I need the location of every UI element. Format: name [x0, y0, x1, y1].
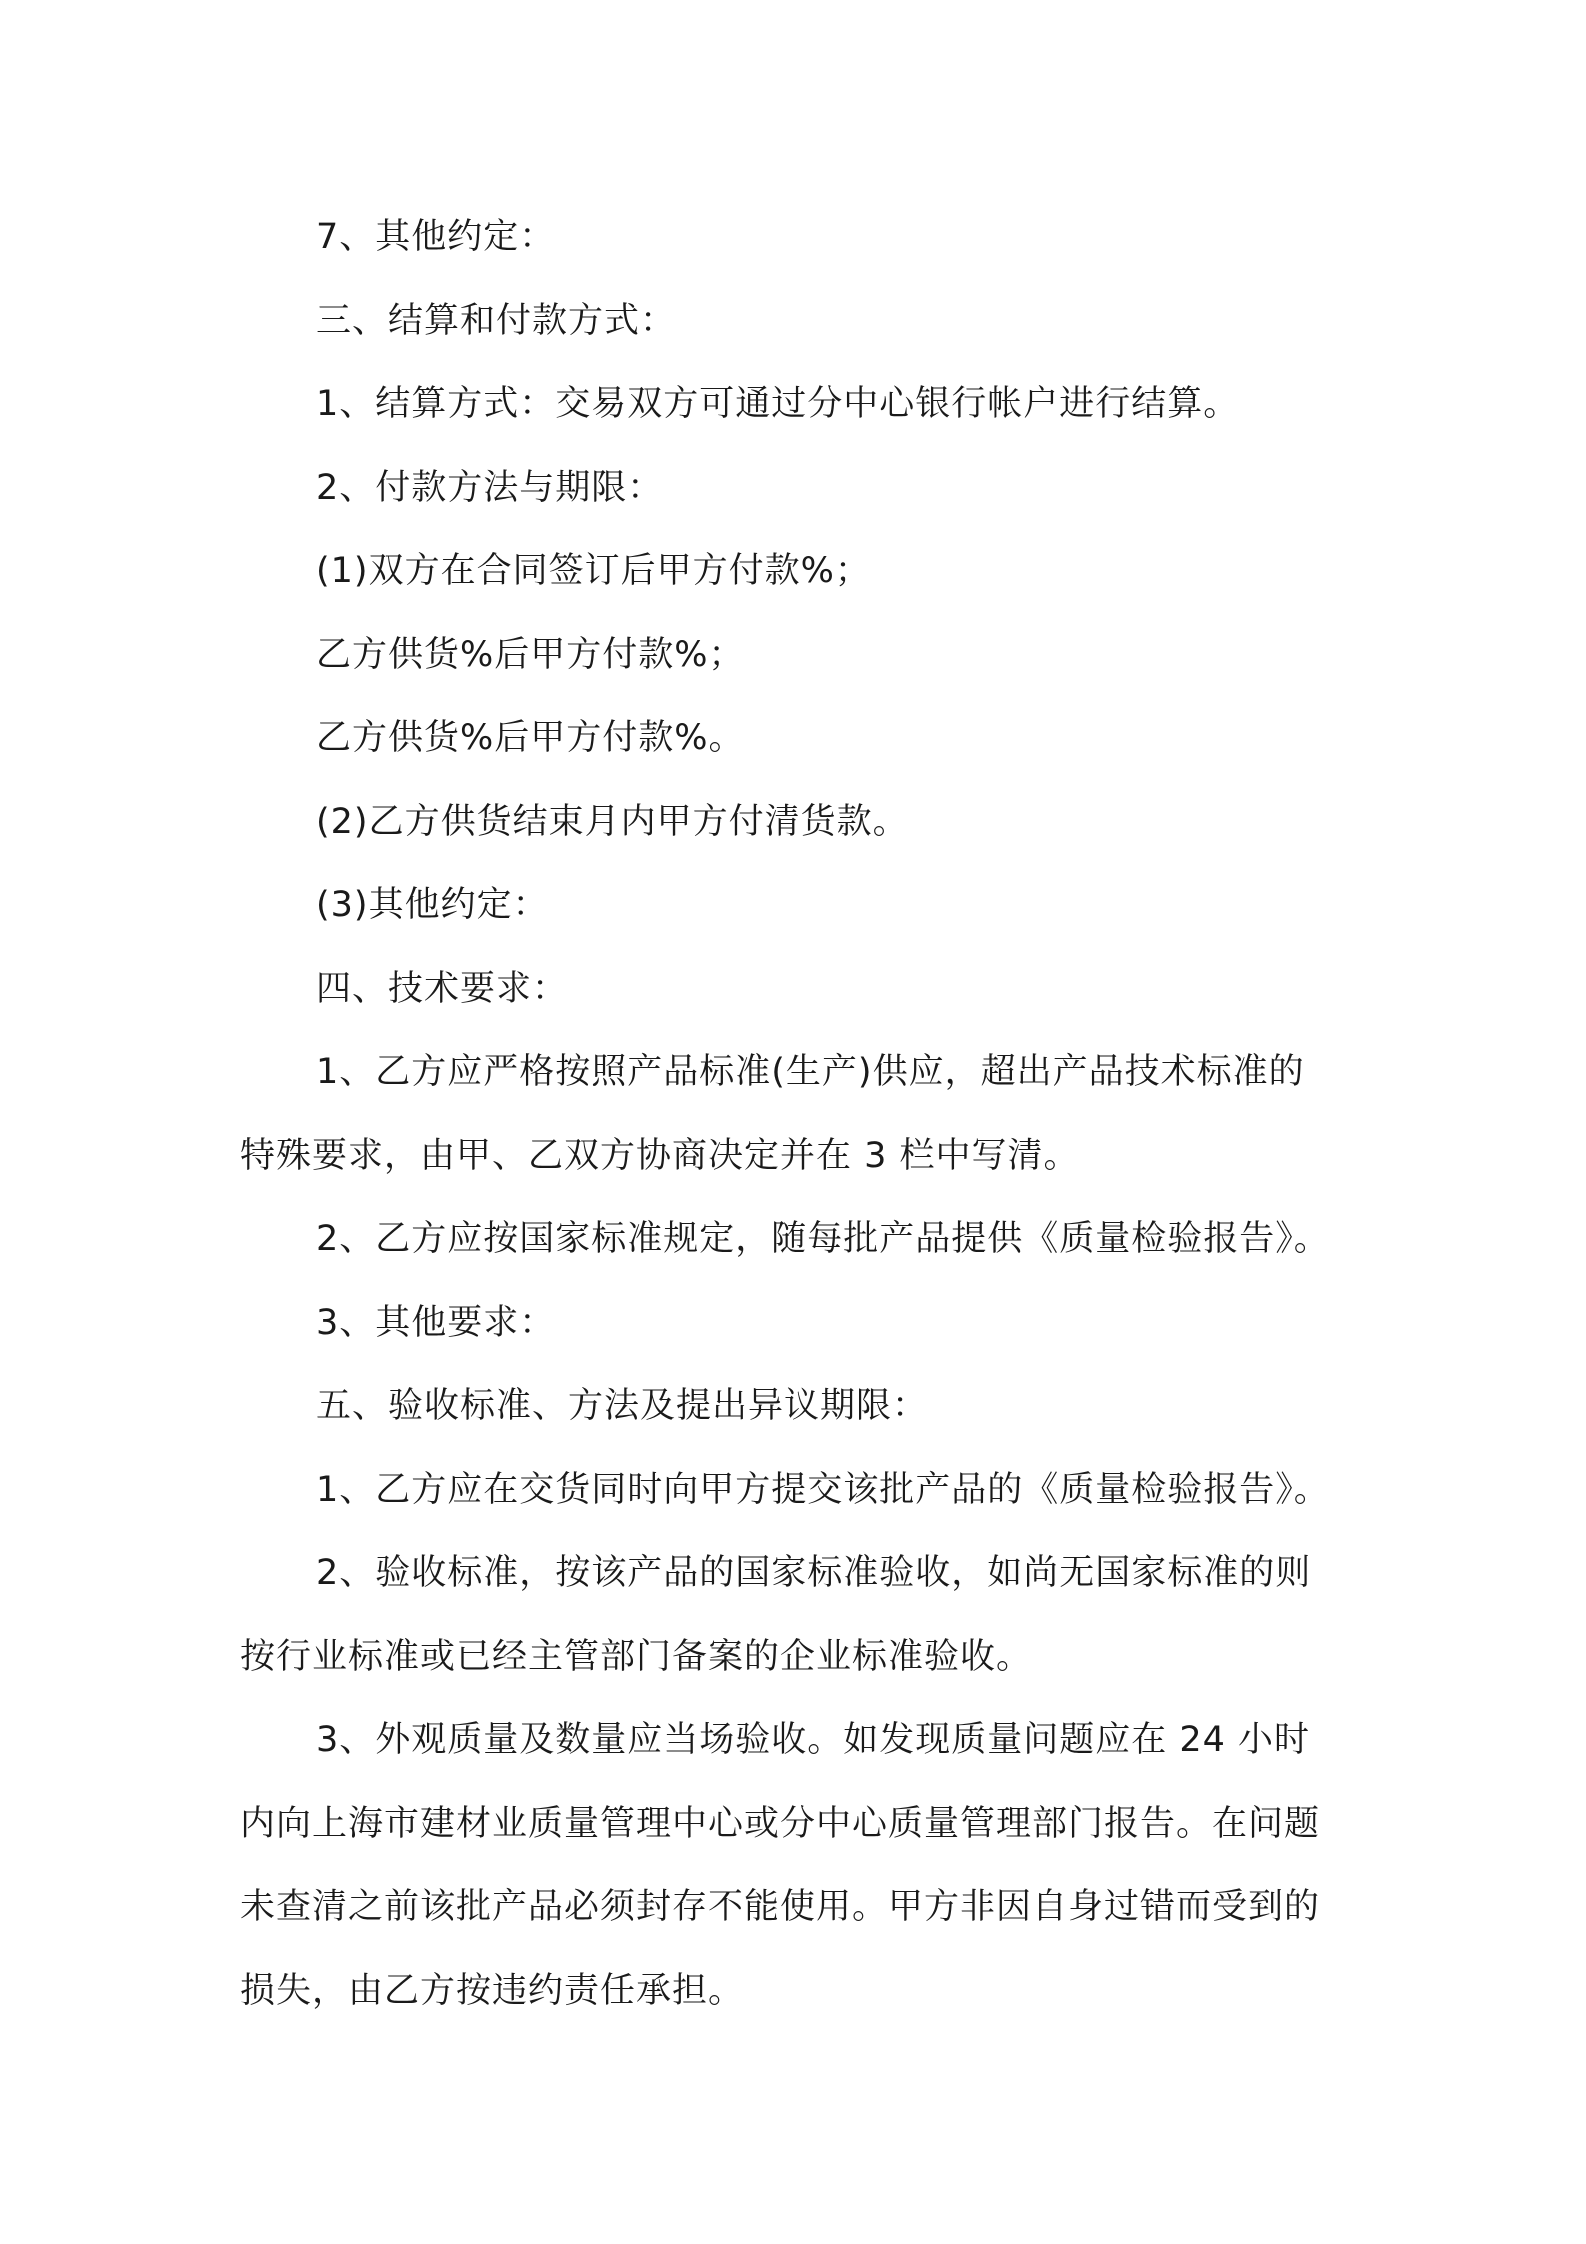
paragraph-line: (2)乙方供货结束月内甲方付清货款。 — [316, 801, 909, 842]
paragraph-line: 未查清之前该批产品必须封存不能使用。甲方非因自身过错而受到的 — [240, 1887, 1321, 1927]
section-heading: 五、验收标准、方法及提出异议期限： — [316, 1386, 929, 1426]
paragraph-line: 2、验收标准，按该产品的国家标准验收，如尚无国家标准的则 — [316, 1553, 1312, 1593]
paragraph-line: 1、乙方应严格按照产品标准(生产)供应，超出产品技术标准的 — [316, 1052, 1305, 1092]
paragraph-line: 3、外观质量及数量应当场验收。如发现质量问题应在 24 小时 — [316, 1720, 1311, 1760]
paragraph-line: 特殊要求，由甲、乙双方协商决定并在 3 栏中写清。 — [240, 1135, 1080, 1176]
paragraph-line: 乙方供货%后甲方付款%。 — [316, 718, 745, 758]
document-body — [240, 196, 1360, 2033]
paragraph-line: 1、结算方式：交易双方可通过分中心银行帐户进行结算。 — [316, 384, 1240, 424]
section-heading: 三、结算和付款方式： — [316, 300, 677, 341]
paragraph-line: 2、乙方应按国家标准规定，随每批产品提供《质量检验报告》。 — [316, 1219, 1330, 1259]
paragraph-line: (3)其他约定： — [316, 885, 549, 925]
paragraph-line: 按行业标准或已经主管部门备案的企业标准验收。 — [240, 1636, 1033, 1677]
paragraph-line: 内向上海市建材业质量管理中心或分中心质量管理部门报告。在问题 — [240, 1803, 1321, 1844]
paragraph-line: (1)双方在合同签订后甲方付款%； — [316, 551, 871, 591]
paragraph-line: 3、其他要求： — [316, 1302, 556, 1343]
paragraph-line: 乙方供货%后甲方付款%； — [316, 634, 745, 675]
paragraph-line: 2、付款方法与期限： — [316, 467, 664, 508]
paragraph-line: 1、乙方应在交货同时向甲方提交该批产品的《质量检验报告》。 — [316, 1469, 1330, 1510]
paragraph-line: 7、其他约定： — [316, 217, 556, 257]
paragraph-line: 损失，由乙方按违约责任承担。 — [240, 1970, 745, 2011]
section-heading: 四、技术要求： — [316, 968, 569, 1009]
